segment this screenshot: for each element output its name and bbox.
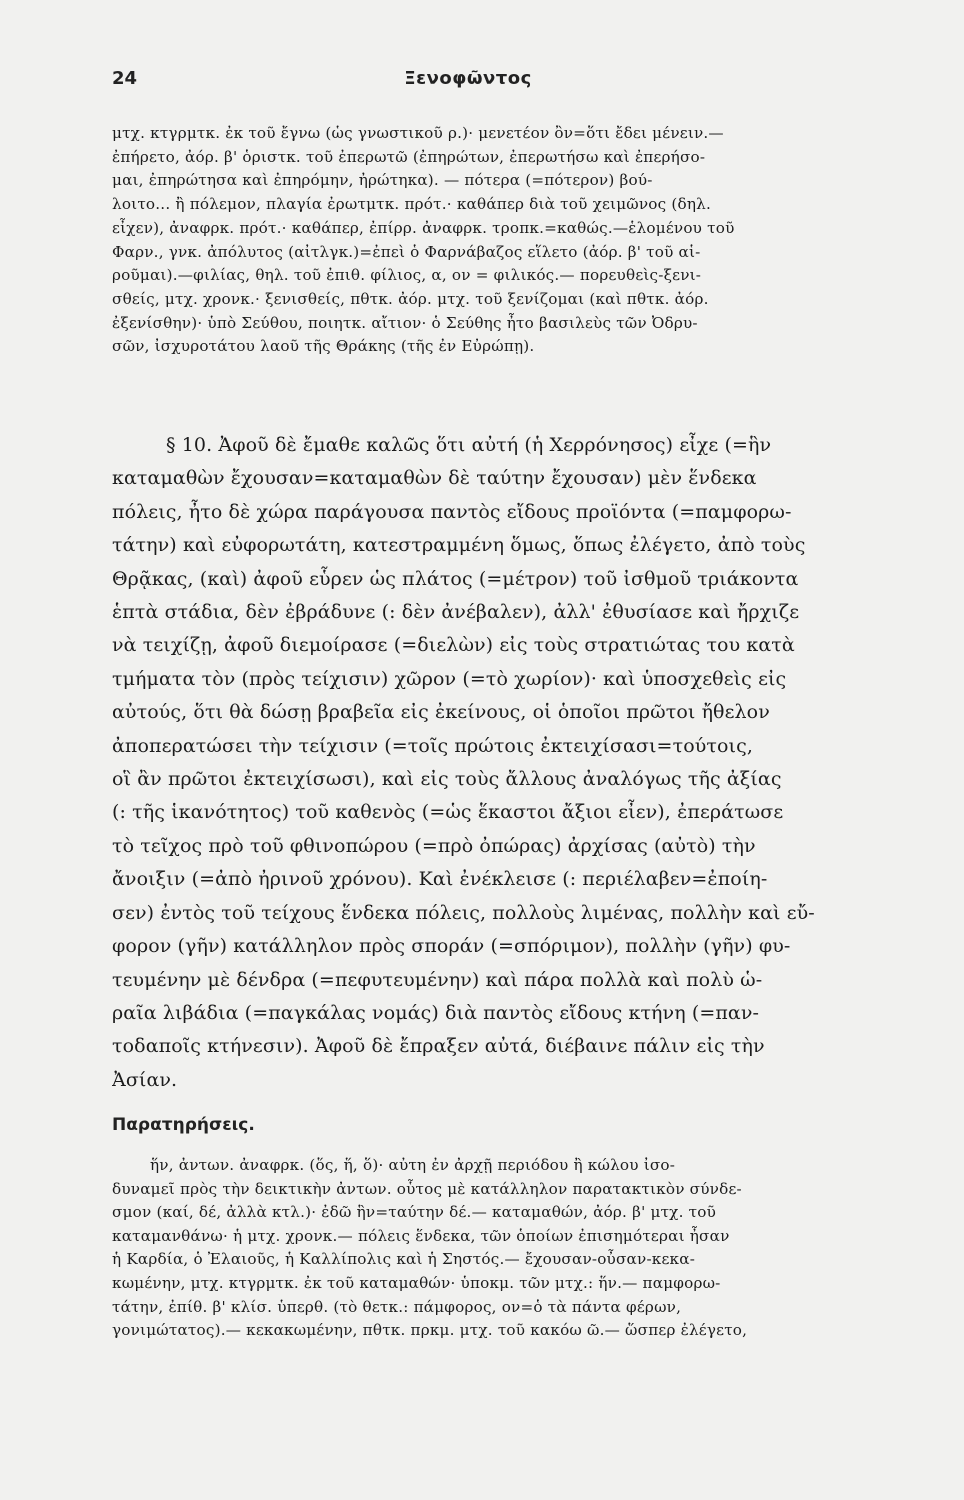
page-header: [112, 68, 824, 98]
remark-line: ἥν, ἀντων. ἀναφρκ. (ὅς, ἥ, ὅ)· αὐτη ἐν ἀρχῇ περιόδου ἢ κώλου ἰσο-: [150, 1156, 676, 1174]
section-line: τὸ τεῖχος πρὸ τοῦ φθινοπώρου (=πρὸ ὀπώρας) ἀρχίσας (αὐτὸ) τὴν: [112, 834, 756, 857]
section-line: πόλεις, ἦτο δὲ χώρα παράγουσα παντὸς εἴδους προϊόντα (=παμφορω-: [112, 500, 792, 523]
section-line: καταμαθὼν ἔχουσαν=καταμαθὼν δὲ ταύτην ἔχουσαν) μὲν ἕνδεκα: [112, 467, 757, 490]
section-line: Ἀσίαν.: [112, 1068, 178, 1091]
remark-line: γονιμώτατος).— κεκακωμένην, πθτκ. πρκμ. μτχ. τοῦ κακόω ῶ.— ὥσπερ ἐλέγετο,: [112, 1321, 748, 1340]
remark-line: κωμένην, μτχ. κτγρμτκ. ἐκ τοῦ καταμαθών· ὑποκμ. τῶν μτχ.: ἥν.— παμφορω-: [112, 1273, 721, 1292]
remark-line: δυναμεῖ πρὸς τὴν δεικτικὴν ἀντων. οὗτος μὲ κατάλληλον παρατακτικὸν σύνδε-: [112, 1179, 742, 1198]
section-line: (: τῆς ἱκανότητος) τοῦ καθενὸς (=ὡς ἕκαστοι ἄξιοι εἶεν), ἐπεράτωσε: [112, 801, 784, 824]
section-line: σεν) ἐντὸς τοῦ τείχους ἕνδεκα πόλεις, πολλοὺς λιμένας, πολλὴν καὶ εὔ-: [112, 901, 815, 924]
text-line: Φαρν., γνκ. ἀπόλυτος (αἰτλγκ.)=ἐπεὶ ὁ Φαρνάβαζος εἵλετο (ἀόρ. β' τοῦ αἱ-: [112, 242, 701, 261]
text-line: σθείς, μτχ. χρονκ.· ξενισθείς, πθτκ. ἀόρ. μτχ. τοῦ ξενίζομαι (καὶ πθτκ. ἀόρ.: [112, 289, 709, 308]
text-line: ροῦμαι).—φιλίας, θηλ. τοῦ ἐπιθ. φίλιος, α, ον = φιλικός.— πορευθεὶς-ξενι-: [112, 266, 702, 285]
section-line: νὰ τειχίζῃ, ἀφοῦ διεμοίρασε (=διελὼν) εἰς τοὺς στρατιώτας του κατὰ: [112, 634, 795, 657]
running-title: Ξενοφῶντος: [404, 68, 532, 89]
text-line: ἐπήρετο, ἀόρ. β' ὁριστκ. τοῦ ἐπερωτῶ (ἐπηρώτων, ἐπερωτήσω καὶ ἐπερήσο-: [112, 147, 706, 166]
remark-line: τάτην, ἐπίθ. β' κλίσ. ὑπερθ. (τὸ θετκ.: πάμφορος, ον=ὁ τὰ πάντα φέρων,: [112, 1297, 682, 1316]
section-line: οἳ ἂν πρῶτοι ἐκτειχίσωσι), καὶ εἰς τοὺς ἄλλους ἀναλόγως τῆς ἀξίας: [112, 768, 782, 791]
text-line: σῶν, ἰσχυροτάτου λαοῦ τῆς Θράκης (τῆς ἐν Εὐρώπῃ).: [112, 337, 535, 356]
section-line: ἑπτὰ στάδια, δὲν ἐβράδυνε (: δὲν ἀνέβαλεν), ἀλλ' ἐθυσίασε καὶ ἤρχιζε: [112, 601, 800, 624]
section-line: ραῖα λιβάδια (=παγκάλας νομάς) διὰ παντὸς εἴδους κτήνη (=παν-: [112, 1001, 760, 1024]
remark-line: καταμανθάνω· ἡ μτχ. χρονκ.— πόλεις ἕνδεκα, τῶν ὁποίων ἐπισημότεραι ἦσαν: [112, 1226, 730, 1245]
section-line: τοδαποῖς κτήνεσιν). Ἀφοῦ δὲ ἔπραξεν αὐτά, διέβαινε πάλιν εἰς τὴν: [112, 1035, 765, 1058]
remarks-notes: [112, 1154, 902, 1343]
section-line: αὐτούς, ὅτι θὰ δώσῃ βραβεῖα εἰς ἐκείνους, οἱ ὁποῖοι πρῶτοι ἤθελον: [112, 701, 770, 724]
text-line: μαι, ἐπηρώτησα καὶ ἐπηρόμην, ἠρώτηκα). — πότερα (=πότερον) βού-: [112, 171, 653, 190]
text-line: λοιτο... ἢ πόλεμον, πλαγία ἐρωτμτκ. πρότ.· καθάπερ διὰ τοῦ χειμῶνος (δηλ.: [112, 195, 711, 214]
text-line: ἐξενίσθην)· ὑπὸ Σεύθου, ποιητκ. αἴτιον· ὁ Σεύθης ἦτο βασιλεὺς τῶν Ὀδρυ-: [112, 313, 698, 332]
section-line: ἄνοιξιν (=ἀπὸ ἠρινοῦ χρόνου). Καὶ ἐνέκλεισε (: περιέλαβεν=ἐποίη-: [112, 868, 768, 891]
page-number: 24: [112, 68, 138, 89]
section-line: φορον (γῆν) κατάλληλον πρὸς σποράν (=σπόριμον), πολλὴν (γῆν) φυ-: [112, 935, 791, 958]
text-line: εἶχεν), ἀναφρκ. πρότ.· καθάπερ, ἐπίρρ. ἀναφρκ. τροπκ.=καθώς.—ἑλομένου τοῦ: [112, 218, 735, 237]
section-line: τμήματα τὸν (πρὸς τείχισιν) χῶρον (=τὸ χωρίον)· καὶ ὑποσχεθεὶς εἰς: [112, 667, 787, 690]
section-10-translation: [112, 429, 902, 1097]
section-line: τάτην) καὶ εὐφορωτάτη, κατεστραμμένη ὅμως, ὅπως ἐλέγετο, ἀπὸ τοὺς: [112, 534, 806, 557]
section-line: Θρᾷκας, (καὶ) ἀφοῦ εὗρεν ὡς πλάτος (=μέτρον) τοῦ ἰσθμοῦ τριάκοντα: [112, 567, 799, 590]
text-line: μτχ. κτγρμτκ. ἐκ τοῦ ἔγνω (ὡς γνωστικοῦ ρ.)· μενετέον ὂν=ὅτι ἔδει μένειν.—: [112, 124, 724, 142]
section-line: § 10. Ἀφοῦ δὲ ἔμαθε καλῶς ὅτι αὐτή (ἡ Χερρόνησος) εἶχε (=ἣν: [166, 434, 772, 456]
remark-line: σμον (καί, δέ, ἀλλὰ κτλ.)· ἐδῶ ἣν=ταύτην δέ.— καταμαθών, ἀόρ. β' μτχ. τοῦ: [112, 1203, 717, 1222]
top-notes: [112, 122, 902, 359]
section-line: ἀποπερατώσει τὴν τείχισιν (=τοῖς πρώτοις ἐκτειχίσασι=τούτοις,: [112, 734, 753, 757]
section-line: τευμένην μὲ δένδρα (=πεφυτευμένην) καὶ πάρα πολλὰ καὶ πολὺ ὡ-: [112, 968, 763, 991]
remarks-heading: Παρατηρήσεις.: [112, 1115, 255, 1135]
remark-line: ἡ Καρδία, ὁ Ἐλαιοῦς, ἡ Καλλίπολις καὶ ἡ Σηστός.— ἔχουσαν-οὖσαν-κεκα-: [112, 1250, 696, 1269]
